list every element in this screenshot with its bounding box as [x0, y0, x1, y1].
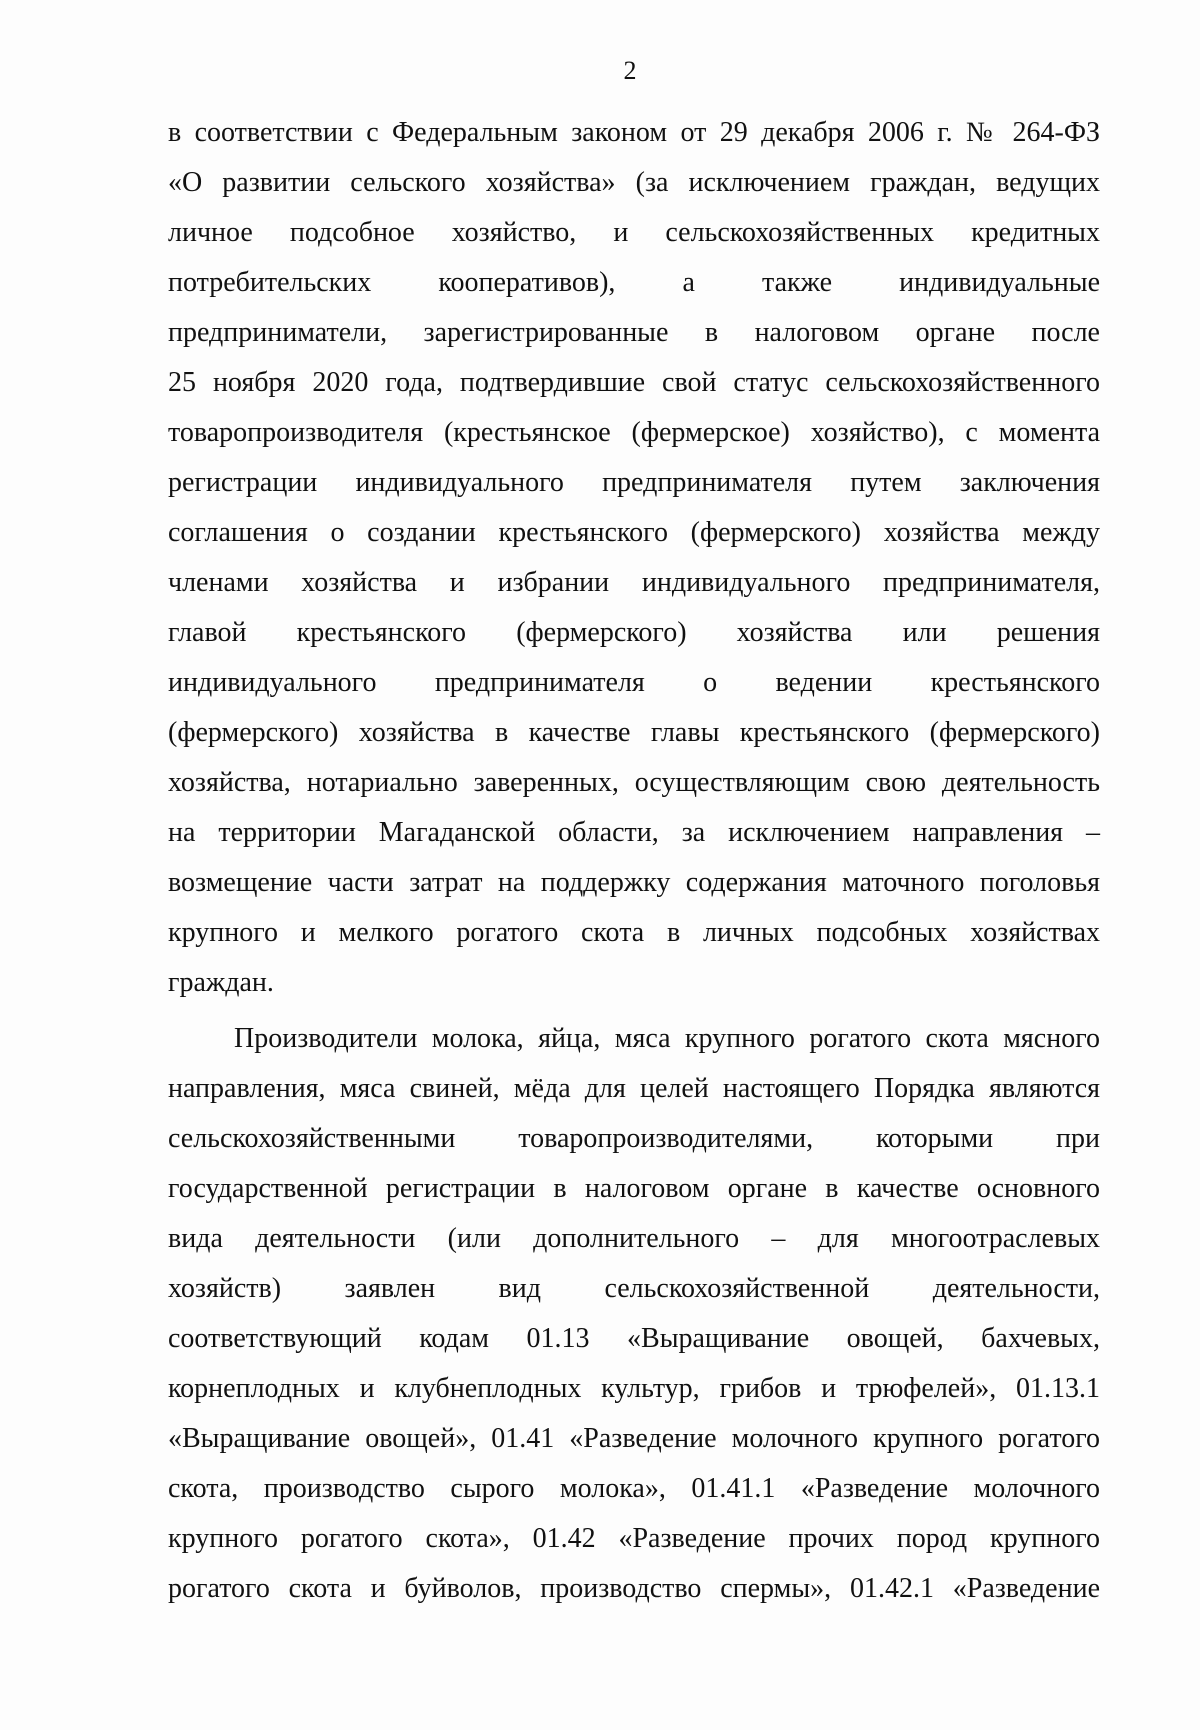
- text-line: соглашения о создании крестьянского (фермерского) хозяйства между: [168, 517, 1100, 548]
- text-line: возмещение части затрат на поддержку содержания маточного поголовья: [168, 867, 1100, 898]
- text-line: хозяйства, нотариально заверенных, осуществляющим свою деятельность: [168, 767, 1100, 798]
- text-line: сельскохозяйственными товаропроизводителями, которыми при: [168, 1123, 1100, 1154]
- text-line: предприниматели, зарегистрированные в налоговом органе после: [168, 317, 1100, 348]
- text-line: государственной регистрации в налоговом органе в качестве основного: [168, 1173, 1100, 1204]
- text-line: направления, мяса свиней, мёда для целей настоящего Порядка являются: [168, 1073, 1100, 1104]
- text-line: Производители молока, яйца, мяса крупного рогатого скота мясного: [234, 1023, 1100, 1054]
- text-line: товаропроизводителя (крестьянское (фермерское) хозяйство), с момента: [168, 417, 1100, 448]
- text-line: граждан.: [168, 967, 274, 998]
- text-line: личное подсобное хозяйство, и сельскохозяйственных кредитных: [168, 217, 1100, 248]
- text-line: скота, производство сырого молока», 01.41.1 «Разведение молочного: [168, 1473, 1100, 1504]
- text-line: членами хозяйства и избрании индивидуального предпринимателя,: [168, 567, 1100, 598]
- page-number: 2: [623, 56, 637, 85]
- text-line: вида деятельности (или дополнительного – для многоотраслевых: [168, 1223, 1100, 1254]
- text-line: соответствующий кодам 01.13 «Выращивание овощей, бахчевых,: [168, 1323, 1100, 1354]
- text-line: в соответствии с Федеральным законом от 29 декабря 2006 г. № 264-ФЗ: [168, 117, 1100, 148]
- text-line: рогатого скота и буйволов, производство спермы», 01.42.1 «Разведение: [168, 1573, 1100, 1604]
- text-line: «Выращивание овощей», 01.41 «Разведение молочного крупного рогатого: [168, 1423, 1100, 1454]
- text-line: главой крестьянского (фермерского) хозяйства или решения: [168, 617, 1100, 648]
- text-line: регистрации индивидуального предпринимателя путем заключения: [168, 467, 1100, 498]
- text-line: на территории Магаданской области, за исключением направления –: [168, 817, 1100, 848]
- text-line: крупного и мелкого рогатого скота в личных подсобных хозяйствах: [168, 917, 1100, 948]
- text-line: 25 ноября 2020 года, подтвердившие свой статус сельскохозяйственного: [168, 367, 1100, 398]
- text-line: индивидуального предпринимателя о ведении крестьянского: [168, 667, 1100, 698]
- document-body: [168, 112, 1100, 1618]
- text-line: (фермерского) хозяйства в качестве главы крестьянского (фермерского): [168, 717, 1100, 748]
- text-line: «О развитии сельского хозяйства» (за исключением граждан, ведущих: [168, 167, 1100, 198]
- paragraph-eligibility: [168, 112, 1100, 1012]
- paragraph-producers: [168, 1018, 1100, 1618]
- text-line: корнеплодных и клубнеплодных культур, грибов и трюфелей», 01.13.1: [168, 1373, 1100, 1404]
- text-line: хозяйств) заявлен вид сельскохозяйственной деятельности,: [168, 1273, 1100, 1304]
- text-line: крупного рогатого скота», 01.42 «Разведение прочих пород крупного: [168, 1523, 1100, 1554]
- text-line: потребительских кооперативов), а также индивидуальные: [168, 267, 1100, 298]
